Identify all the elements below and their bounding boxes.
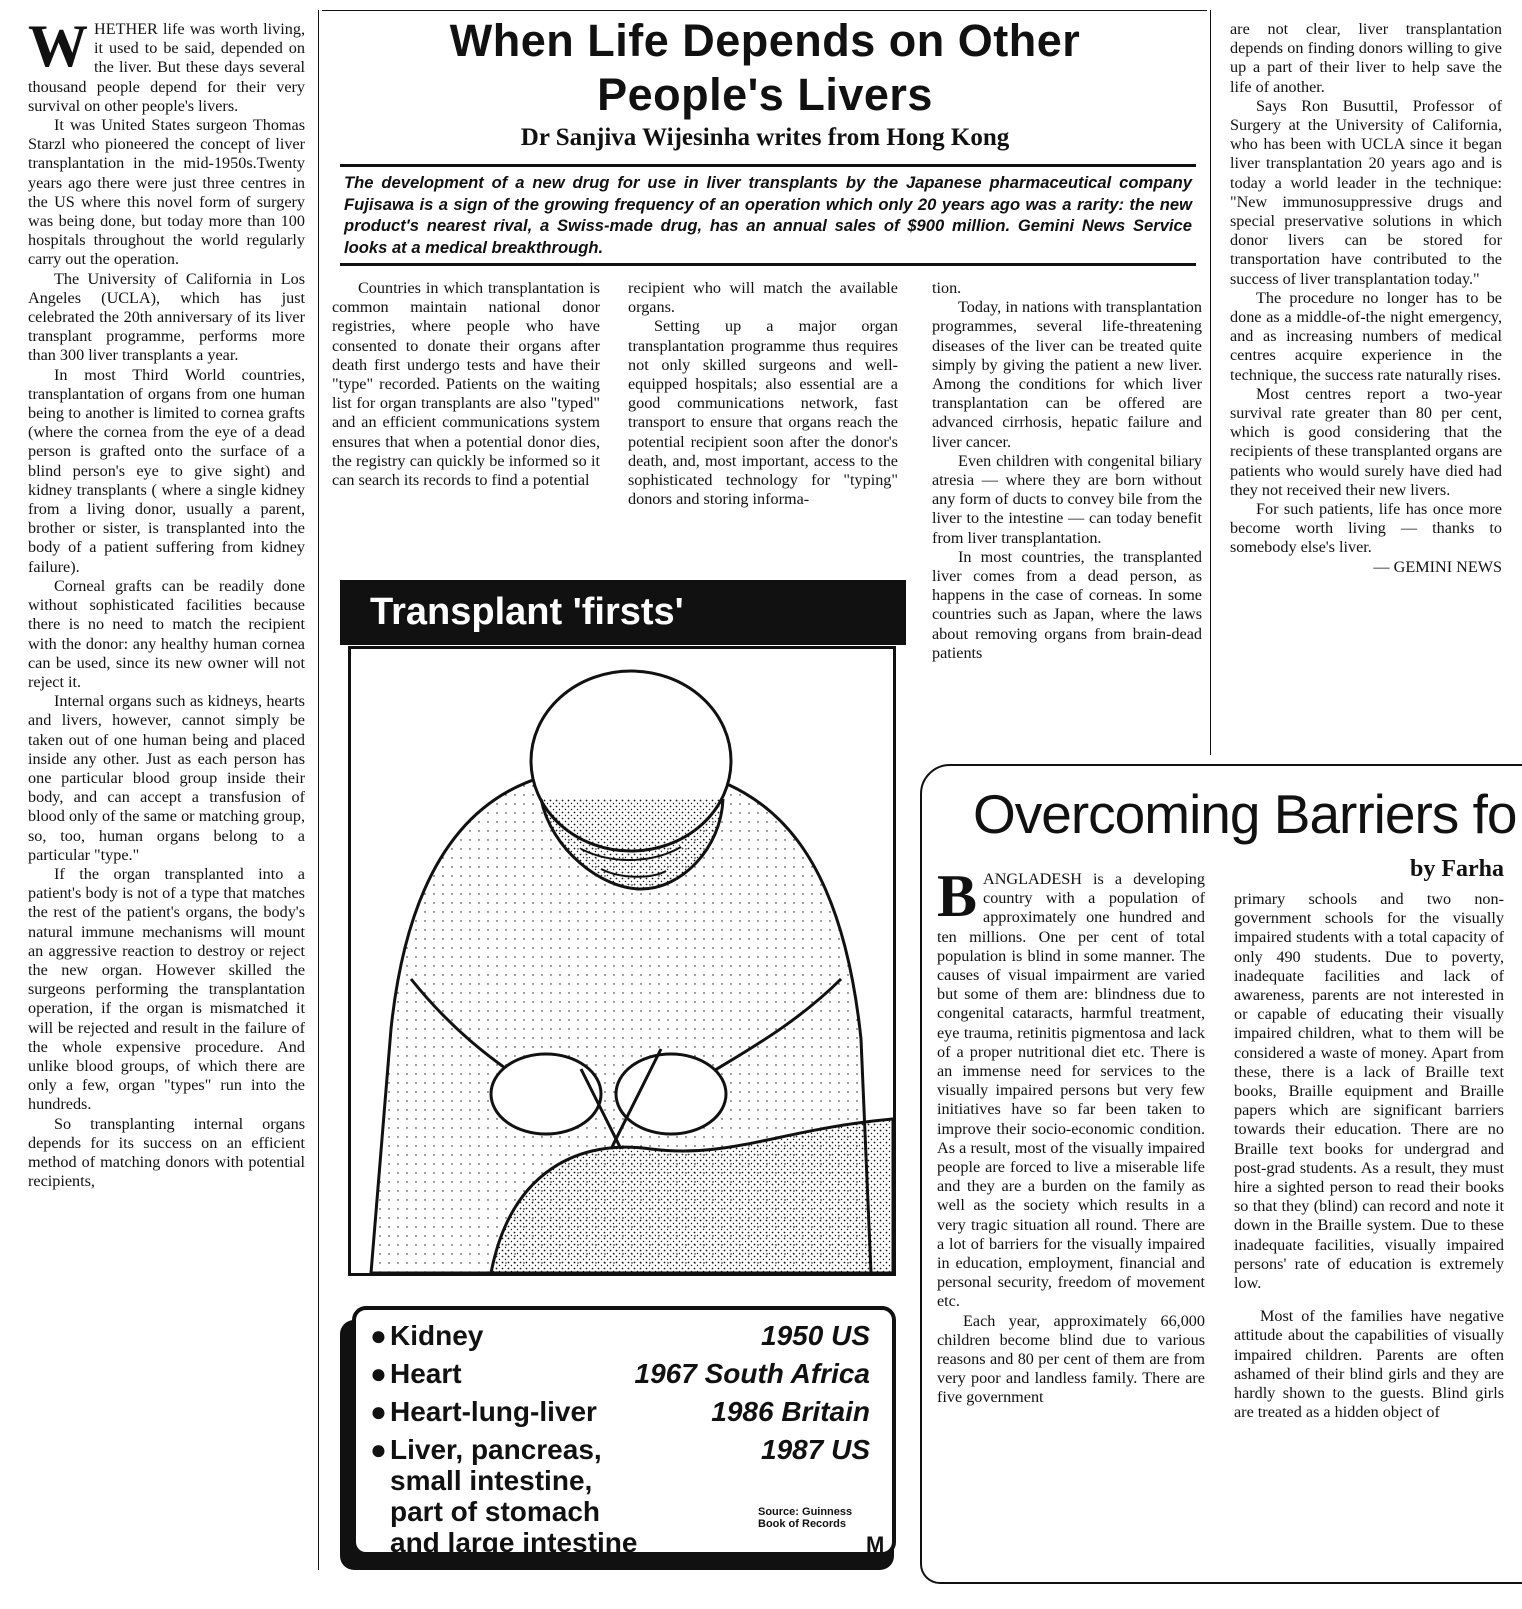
bullet-icon: ● [370,1320,387,1351]
drop-cap: W [28,13,88,79]
column-rule [1210,10,1211,755]
first-organ: Heart-lung-liver [390,1396,597,1427]
paragraph: Countries in which transplantation is common maintain national donor registries, where people who have consented to donate their organs after death first undergo tests and have their "type" recorded. Patients on the waiting list for organ transplants are also "typed" and an efficient communications system ensures that when a potential donor dies, the registry can quickly be informed so it can search its records to find a potential [332,279,600,490]
paragraph: Most centres report a two-year survival rate greater than 80 per cent, which is good considering that the recipients of these transplanted organs are patients who would surely have died had they not received their new livers. [1230,384,1502,499]
article-byline: Dr Sanjiva Wijesinha writes from Hong Kong [520,124,1010,151]
article1-column-3 [628,279,898,509]
first-row-heart [370,1358,878,1389]
first-row-heart-lung-liver [370,1396,878,1427]
standfirst: The development of a new drug for use in liver transplants by the Japanese pharmaceutical company Fujisawa is a sign of the growing frequency of an operation which only 20 years ago was a rarity: the new product's nearest rival, a Swiss-made drug, has an annual sales of $900 million. Gemini News Service looks at a medical breakthrough. [344,173,1192,257]
first-when: 1967 South Africa [634,1358,870,1389]
first-when: 1987 US [761,1434,870,1465]
first-organ: Kidney [390,1320,484,1351]
standfirst-top-rule [340,164,1196,167]
article1-column-5 [1230,20,1502,577]
paragraph: Today, in nations with transplantation programmes, several life-threatening diseases of the liver can be treated quite simply by giving the patient a new liver. Among the conditions for which liver transplantation can be offered are advanced cirrhosis, hepatic failure and liver cancer. [932,298,1202,451]
paragraph: In most Third World countries, transplantation of organs from one human being to another is limited to cornea grafts (where the cornea from the eye of a dead person is grafted onto the surface of a blind person's eye to give sight) and kidney transplants ( where a single kidney from a living donor, usually a parent, brother or sister, is transplanted into the body of a patient suffering from kidney failure). [28,365,305,576]
paragraph: tion. [932,279,962,297]
paragraph: Says Ron Busuttil, Professor of Surgery at the University of California, who has been with UCLA since it began liver transplantation 20 years ago and is today a world leader in the technique: "New immunosuppressive drugs and special preservative solutions in which donor livers can be stored for transportation have contributed to the success of liver transplantation today." [1230,96,1502,288]
paragraph: So transplanting internal organs depends for its success on an efficient method of matching donors with potential recipients, [28,1114,305,1191]
paragraph: are not clear, liver transplantation depends on finding donors willing to give up a part of their liver to help save the life of another. [1230,20,1502,96]
paragraph: Even children with congenital biliary atresia — where they are born without any form of ducts to convey bile from the liver to the intestine — can today benefit from liver transplantation. [932,451,1202,547]
paragraph: HETHER life was worth living, it used to be said, depended on the liver. But these days several thousand people depend for their very survival on other people's livers. [28,20,305,115]
standfirst-bottom-rule [340,263,1196,266]
first-row-multi-organ [370,1434,650,1558]
bullet-icon: ● [370,1434,387,1465]
bullet-icon: ● [370,1358,387,1389]
paragraph: Most of the families have negative attitude about the capabilities of visually impaired children. Parents are often ashamed of their blind girls and they are hardly shown to the guests. Blind girls are treated as a hidden object of [1234,1307,1504,1422]
first-organ: Liver, pancreas, small intestine, part of stomach and large intestine [390,1434,638,1558]
first-when: 1950 US [761,1320,870,1351]
paragraph: In most countries, the transplanted liver comes from a dead person, as happens in the case of corneas. In some countries such as Japan, where the laws about removing organs from brain-dead patients [932,547,1202,662]
paragraph: The procedure no longer has to be done as a middle-of-the night emergency, and as increasing numbers of medical centres acquire experience in the technique, the success rate naturally rises. [1230,288,1502,384]
drop-cap: B [937,863,978,929]
first-when: 1986 Britain [711,1396,870,1427]
graphic-source: Source: Guinness Book of Records [758,1506,853,1530]
article2-column-1 [937,863,1205,1408]
headline-line-1: When Life Depends on Other [449,15,1081,66]
first-row-kidney [370,1320,878,1351]
bullet-icon: ● [370,1396,387,1427]
article2-headline: Overcoming Barriers fo [973,783,1517,845]
first-organ: Heart [390,1358,462,1389]
article1-column-4 [932,279,1202,663]
paragraph: ANGLADESH is a developing country with a population of approximately one hundred and ten millions. One per cent of total population is blind in some manner. The causes of visual impairment are varied but some of them are: blindness due to congenital cataracts, harmful treatment, eye trauma, retinitis pigmentosa and lack of a proper nutritional diet etc. There is an immense need for services to the visually impaired persons but very few initiatives have so far been taken to improve their socio-economic condition. As a result, most of the visually impaired people are forced to live a miserable life and they are a burden on the family as well as the society which results in a very tragic situation all round. There are a lot of barriers for the visually impaired in education, employment, financial and personal security, freedom of movement etc. [937,870,1205,1311]
article1-column-2 [332,279,600,490]
column-rule [318,10,319,1570]
paragraph: The University of California in Los Angeles (UCLA), which has just celebrated the 20th anniversary of its liver transplant programme, performs more than 300 liver transplants a year. [28,269,305,365]
article2-column-2 [1234,890,1504,1422]
paragraph: Setting up a major organ transplantation programme thus requires not only skilled surgeons and well-equipped hospitals; also essential are a good communications network, fast transport to ensure that organs reach the potential recipient soon after the donor's death, and, most important, access to the sophisticated technology for "typing" donors and storing informa- [628,317,898,509]
paragraph: It was United States surgeon Thomas Starzl who pioneered the concept of liver transplantation in the mid-1950s.Twenty years ago there were just three centres in the US where this novel form of surgery was being done, but today more than 100 hospitals throughout the world regularly carry out the operation. [28,116,305,269]
gemini-logo: M [866,1532,885,1557]
paragraph: Each year, approximately 66,000 children become blind due to various reasons and 80 per cent of them are from very poor and landless family. There are five government [937,1311,1205,1407]
paragraph: For such patients, life has once more become worth living — thanks to somebody else's liver. [1230,500,1502,557]
surgeon-illustration-image [351,649,893,1273]
paragraph: If the organ transplanted into a patient's body is not of a type that matches the rest of the patient's organs, the body's natural immune mechanisms will mount an aggressive reaction to destroy or reject the new organ. However skilled the surgeons performing the transplantation operation, if the organ is mismatched it will be rejected and result in the failure of the whole expensive procedure. And unlike blood groups, of which there are only a few, organ "types" run into the hundreds. [28,864,305,1114]
paragraph: Internal organs such as kidneys, hearts and livers, however, cannot simply be taken out of one human being and placed inside any other. Just as each person has one particular blood group inside their body, and can accept a transfusion of blood only of the same or matching group, so, too, human organs belong to a particular "type." [28,692,305,864]
surgeon-illustration [348,646,896,1276]
article1-column-1 [28,13,305,1191]
paragraph: primary schools and two non-government schools for the visually impaired students with a total capacity of only 490 students. Due to poverty, inadequate facilities and lack of awareness, parents are not interested in or capable of educating their visually impaired children, what to them will be considered a waste of money. Apart from these, there is a lack of Braille text books, Braille equipment and Braille papers which are significant barriers towards their education. There are no Braille text books for undergrad and post-grad students. As a result, they must hire a sighted person to read their books so that they (blind) can record and note it down in the Braille system. Due to these inadequate facilities, visually impaired persons' rate of education is extremely low. [1234,890,1504,1293]
top-rule [322,10,1207,11]
firsts-list-box [352,1306,896,1556]
article-headline [330,14,1200,122]
paragraph: Corneal grafts can be readily done without sophisticated facilities because there is no need to match the recipient with the donor: any healthy human cornea can be used, since its new owner will not reject it. [28,576,305,691]
headline-line-2: People's Livers [597,69,933,120]
graphic-title: Transplant 'firsts' [340,580,906,645]
paragraph: recipient who will match the available organs. [628,279,898,317]
article2-byline: by Farha [1410,856,1505,882]
transplant-firsts-graphic [340,580,906,1580]
signoff: — GEMINI NEWS [1373,557,1502,576]
